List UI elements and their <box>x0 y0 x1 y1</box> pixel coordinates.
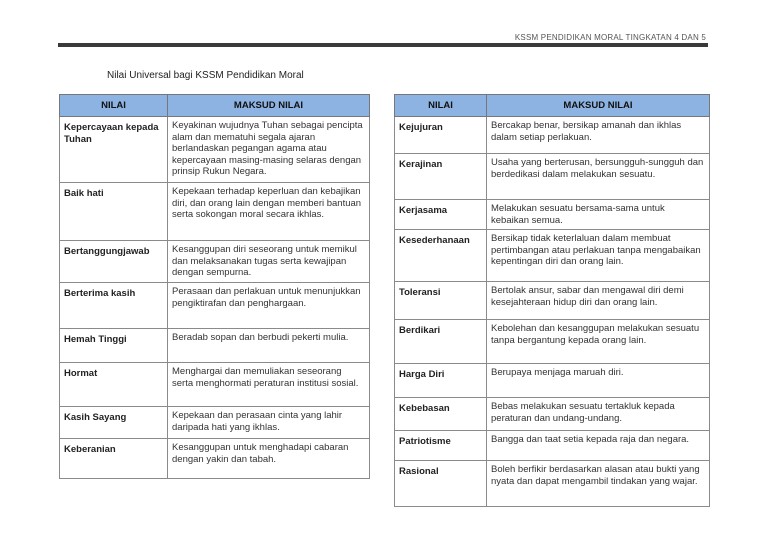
maksud-cell: Kesanggupan untuk menghadapi cabaran dengan yakin dan tabah. <box>168 439 370 479</box>
maksud-cell: Boleh berfikir berdasarkan alasan atau bukti yang nyata dan dapat mengambil tindakan yang wajar. <box>487 461 710 507</box>
maksud-cell: Menghargai dan memuliakan seseorang serta menghormati peraturan institusi sosial. <box>168 363 370 407</box>
nilai-cell: Kepercayaan kepada Tuhan <box>60 117 168 183</box>
maksud-cell: Kesanggupan diri seseorang untuk memikul dan melaksanakan tugas serta kewajipan dengan sempurna. <box>168 241 370 283</box>
nilai-cell: Berdikari <box>395 320 487 364</box>
maksud-cell: Bangga dan taat setia kepada raja dan negara. <box>487 431 710 461</box>
table-header-row <box>60 95 370 117</box>
maksud-cell: Usaha yang berterusan, bersungguh-sungguh dan berdedikasi dalam melakukan sesuatu. <box>487 154 710 200</box>
table-row <box>60 407 370 439</box>
table-row <box>60 117 370 183</box>
maksud-cell: Berupaya menjaga maruah diri. <box>487 364 710 398</box>
maksud-cell: Bercakap benar, bersikap amanah dan ikhlas dalam setiap perlakuan. <box>487 117 710 154</box>
table-row <box>395 461 710 507</box>
nilai-cell: Kerjasama <box>395 200 487 230</box>
table-row <box>395 282 710 320</box>
nilai-cell: Kerajinan <box>395 154 487 200</box>
table-row <box>395 117 710 154</box>
values-table-left <box>59 94 370 479</box>
values-table-right <box>394 94 710 507</box>
maksud-cell: Kebolehan dan kesanggupan melakukan sesuatu tanpa bergantung kepada orang lain. <box>487 320 710 364</box>
page-title: Nilai Universal bagi KSSM Pendidikan Moral <box>107 70 304 81</box>
maksud-cell: Bertolak ansur, sabar dan mengawal diri demi kesejahteraan hidup diri dan orang lain. <box>487 282 710 320</box>
table-row <box>60 183 370 241</box>
nilai-cell: Toleransi <box>395 282 487 320</box>
maksud-cell: Melakukan sesuatu bersama-sama untuk kebaikan semua. <box>487 200 710 230</box>
header-nilai: NILAI <box>395 95 487 117</box>
table-row <box>60 439 370 479</box>
nilai-cell: Hormat <box>60 363 168 407</box>
nilai-cell: Rasional <box>395 461 487 507</box>
table-row <box>60 329 370 363</box>
table-row <box>395 320 710 364</box>
table-row <box>395 230 710 282</box>
table-row <box>395 431 710 461</box>
nilai-cell: Kasih Sayang <box>60 407 168 439</box>
table-row <box>60 283 370 329</box>
nilai-cell: Harga Diri <box>395 364 487 398</box>
nilai-cell: Keberanian <box>60 439 168 479</box>
nilai-cell: Kejujuran <box>395 117 487 154</box>
maksud-cell: Bersikap tidak keterlaluan dalam membuat pertimbangan atau perlakuan tanpa mengabaikan kepentingan diri dan orang lain. <box>487 230 710 282</box>
maksud-cell: Keyakinan wujudnya Tuhan sebagai pencipta alam dan mematuhi segala ajaran berlandaskan pegangan agama atau kepercayaan masing-masing selaras dengan prinsip Rukun Negara. <box>168 117 370 183</box>
table-header-row <box>395 95 710 117</box>
nilai-cell: Hemah Tinggi <box>60 329 168 363</box>
table-row <box>395 154 710 200</box>
table-row <box>395 398 710 431</box>
table-row <box>60 363 370 407</box>
nilai-cell: Bertanggungjawab <box>60 241 168 283</box>
nilai-cell: Baik hati <box>60 183 168 241</box>
maksud-cell: Bebas melakukan sesuatu tertakluk kepada peraturan dan undang-undang. <box>487 398 710 431</box>
nilai-cell: Berterima kasih <box>60 283 168 329</box>
header-maksud-nilai: MAKSUD NILAI <box>168 95 370 117</box>
nilai-cell: Patriotisme <box>395 431 487 461</box>
nilai-cell: Kesederhanaan <box>395 230 487 282</box>
table-row <box>395 364 710 398</box>
nilai-cell: Kebebasan <box>395 398 487 431</box>
maksud-cell: Kepekaan dan perasaan cinta yang lahir daripada hati yang ikhlas. <box>168 407 370 439</box>
maksud-cell: Beradab sopan dan berbudi pekerti mulia. <box>168 329 370 363</box>
table-row <box>60 241 370 283</box>
table-row <box>395 200 710 230</box>
running-header: KSSM PENDIDIKAN MORAL TINGKATAN 4 DAN 5 <box>514 33 706 42</box>
maksud-cell: Kepekaan terhadap keperluan dan kebajikan diri, dan orang lain dengan memberi bantuan serta sokongan moral secara ikhlas. <box>168 183 370 241</box>
header-nilai: NILAI <box>60 95 168 117</box>
header-maksud-nilai: MAKSUD NILAI <box>487 95 710 117</box>
maksud-cell: Perasaan dan perlakuan untuk menunjukkan pengiktirafan dan penghargaan. <box>168 283 370 329</box>
header-rule <box>58 43 708 47</box>
